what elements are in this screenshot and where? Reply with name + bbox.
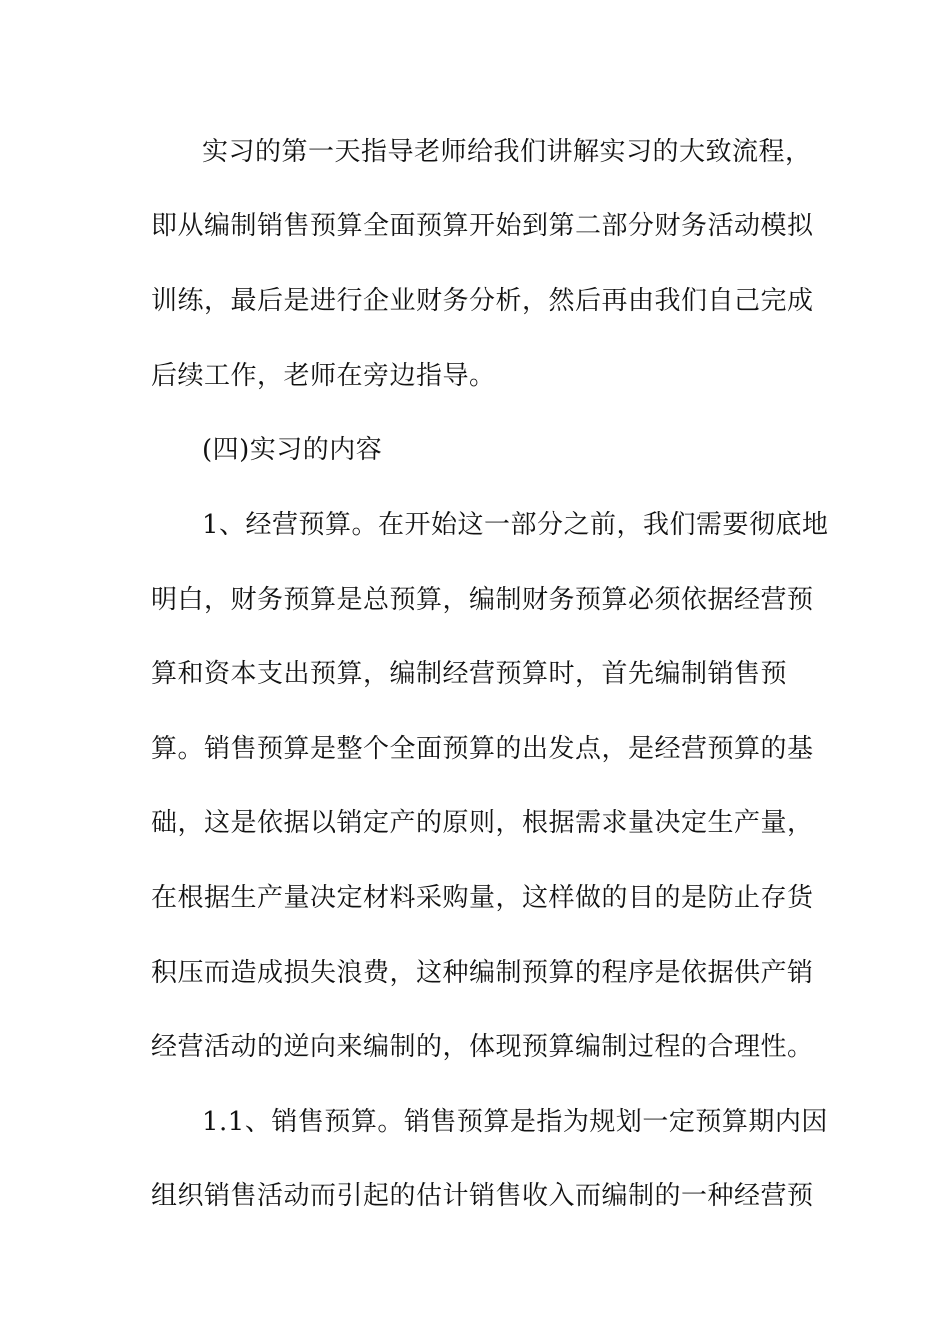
paragraph-2-line-5: 础，这是依据以销定产的原则，根据需求量决定生产量，	[151, 808, 814, 838]
paragraph-1-line-3: 训练，最后是进行企业财务分析，然后再由我们自己完成	[151, 286, 814, 316]
paragraph-2-line-1: 1、经营预算。在开始这一部分之前，我们需要彻底地	[202, 510, 829, 540]
paragraph-2-line-7: 积压而造成损失浪费，这种编制预算的程序是依据供产销	[151, 958, 814, 988]
paragraph-2-line-6: 在根据生产量决定材料采购量，这样做的目的是防止存货	[151, 883, 814, 913]
paragraph-1-line-1: 实习的第一天指导老师给我们讲解实习的大致流程，	[202, 137, 812, 167]
paragraph-2-line-8: 经营活动的逆向来编制的，体现预算编制过程的合理性。	[151, 1032, 814, 1062]
paragraph-1-line-4: 后续工作，老师在旁边指导。	[151, 361, 496, 391]
paragraph-1-line-2: 即从编制销售预算全面预算开始到第二部分财务活动模拟	[151, 211, 814, 241]
paragraph-2-line-2: 明白，财务预算是总预算，编制财务预算必须依据经营预	[151, 585, 814, 615]
paragraph-2-line-4: 算。销售预算是整个全面预算的出发点，是经营预算的基	[151, 734, 814, 764]
paragraph-3-line-1: 1.1、销售预算。销售预算是指为规划一定预算期内因	[202, 1107, 828, 1137]
paragraph-3-line-2: 组织销售活动而引起的估计销售收入而编制的一种经营预	[151, 1181, 814, 1211]
paragraph-2-line-3: 算和资本支出预算，编制经营预算时，首先编制销售预	[151, 659, 788, 689]
section-heading: (四)实习的内容	[202, 435, 383, 465]
